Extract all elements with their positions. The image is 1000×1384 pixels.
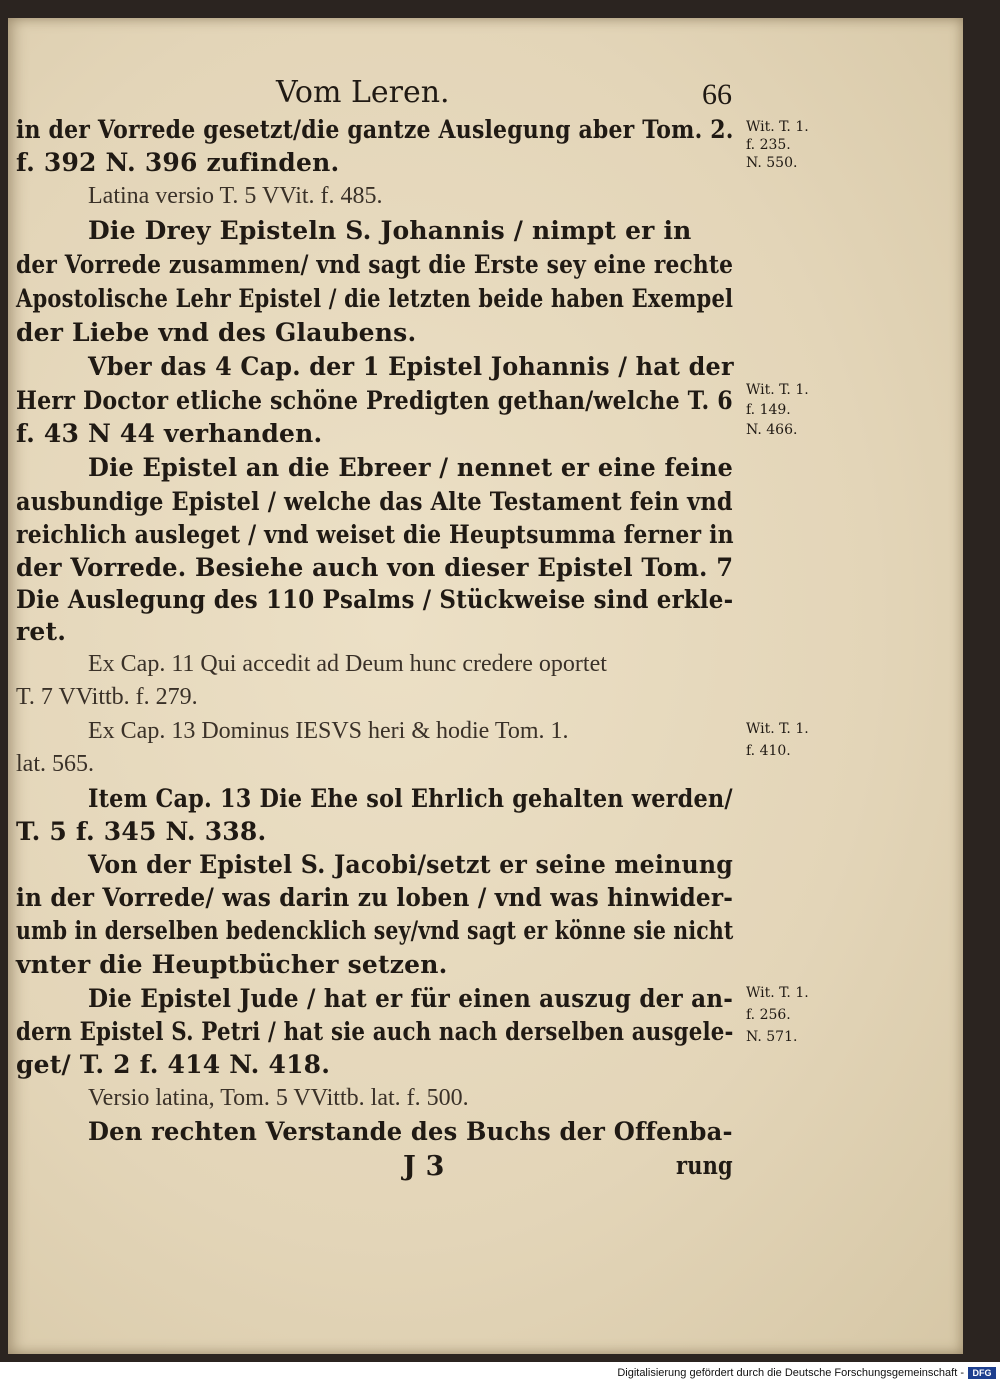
signature-mark: J 3 <box>403 1151 445 1182</box>
book-page <box>8 18 963 1354</box>
margin-note-line: Wit. T. 1. <box>746 382 809 398</box>
text-line: Ex Cap. 11 Qui accedit ad Deum hunc credere oportet <box>88 651 607 677</box>
text-line: f. 43 N 44 verhanden. <box>16 419 323 448</box>
catchword: rung <box>676 1151 733 1180</box>
text-line: der Vorrede. Besiehe auch von dieser Epistel Tom. 7 <box>16 553 734 582</box>
text-line: der Vorrede zusammen/ vnd sagt die Erste sey eine rechte <box>16 250 734 279</box>
margin-note-line: f. 149. <box>746 402 791 418</box>
running-head-title: Vom Leren. <box>276 75 450 110</box>
text-line: T. 7 VVittb. f. 279. <box>16 684 198 710</box>
margin-note-line: Wit. T. 1. <box>746 119 809 135</box>
footer-credit: Digitalisierung gefördert durch die Deutsche Forschungsgemeinschaft - <box>617 1367 964 1379</box>
text-line: ret. <box>16 617 67 646</box>
text-line: T. 5 f. 345 N. 338. <box>16 817 267 846</box>
text-line: lat. 565. <box>16 751 94 777</box>
text-line: Latina versio T. 5 VVit. f. 485. <box>88 183 383 209</box>
dfg-logo: DFG <box>968 1367 996 1379</box>
text-line: Die Auslegung des 110 Psalms / Stückweise sind erkle- <box>16 585 734 614</box>
text-line: Die Epistel an die Ebreer / nennet er eine feine <box>88 453 734 482</box>
text-line: f. 392 N. 396 zufinden. <box>16 148 340 177</box>
margin-note-line: f. 410. <box>746 743 791 759</box>
margin-note-line: N. 550. <box>746 155 798 171</box>
text-line: ausbundige Epistel / welche das Alte Testament fein vnd <box>16 487 733 516</box>
text-line: dern Epistel S. Petri / hat sie auch nach derselben ausgele- <box>16 1017 734 1046</box>
text-line: umb in derselben bedencklich sey/vnd sagt er könne sie nicht <box>16 916 734 945</box>
text-line: der Liebe vnd des Glaubens. <box>16 318 417 347</box>
margin-note-line: N. 571. <box>746 1029 798 1045</box>
text-line: Herr Doctor etliche schöne Predigten gethan/welche T. 6 <box>16 386 733 415</box>
text-line: Von der Epistel S. Jacobi/setzt er seine meinung <box>88 850 733 879</box>
text-line: Die Epistel Jude / hat er für einen auszug der an- <box>88 984 734 1013</box>
text-line: in der Vorrede gesetzt/die gantze Auslegung aber Tom. 2. <box>16 115 734 144</box>
text-line: Die Drey Episteln S. Johannis / nimpt er in <box>88 216 692 245</box>
margin-note-line: Wit. T. 1. <box>746 721 809 737</box>
text-line: Apostolische Lehr Epistel / die letzten beide haben Exempel <box>16 284 734 313</box>
page-number: 66 <box>702 78 732 111</box>
text-line: in der Vorrede/ was darin zu loben / vnd was hinwider- <box>16 883 734 912</box>
text-line: get/ T. 2 f. 414 N. 418. <box>16 1050 331 1079</box>
text-line: Den rechten Verstande des Buchs der Offenba- <box>88 1117 733 1146</box>
text-line: Ex Cap. 13 Dominus IESVS heri & hodie Tom. 1. <box>88 718 569 744</box>
text-line: Vber das 4 Cap. der 1 Epistel Johannis / hat der <box>88 352 734 381</box>
text-line: vnter die Heuptbücher setzen. <box>16 950 448 979</box>
text-line: reichlich ausleget / vnd weiset die Heuptsumma ferner in <box>16 520 734 549</box>
margin-note-line: f. 235. <box>746 137 791 153</box>
footer-bar <box>0 1362 1000 1384</box>
margin-note-line: Wit. T. 1. <box>746 985 809 1001</box>
margin-note-line: N. 466. <box>746 422 798 438</box>
text-line: Versio latina, Tom. 5 VVittb. lat. f. 500. <box>88 1085 469 1111</box>
text-line: Item Cap. 13 Die Ehe sol Ehrlich gehalten werden/ <box>88 784 733 813</box>
margin-note-line: f. 256. <box>746 1007 791 1023</box>
